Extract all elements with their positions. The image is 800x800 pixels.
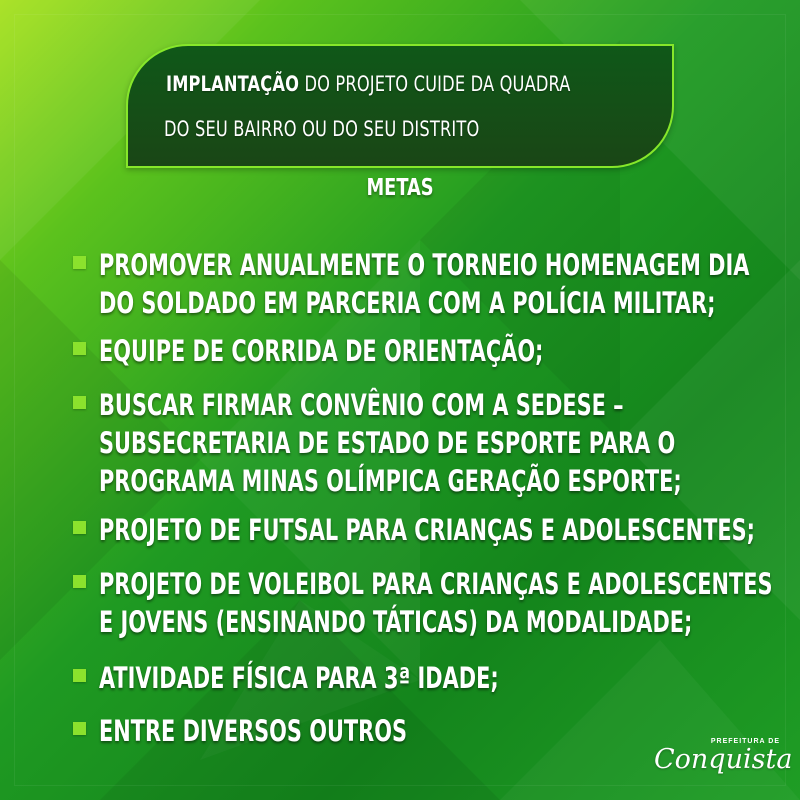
goal-line: PROMOVER ANUALMENTE O TORNEIO HOMENAGEM DIA <box>99 248 750 282</box>
square-bullet-icon <box>73 396 86 409</box>
header-line-2: DO SEU BAIRRO OU DO SEU DISTRITO <box>164 117 480 141</box>
square-bullet-icon <box>73 575 86 588</box>
goal-line: DO SOLDADO EM PARCERIA COM A POLÍCIA MILITAR; <box>99 286 716 320</box>
goal-line: E JOVENS (ENSINANDO TÁTICAS) DA MODALIDADE; <box>99 605 693 639</box>
square-bullet-icon <box>73 256 86 269</box>
goal-text <box>99 332 543 370</box>
goal-line: PROJETO DE VOLEIBOL PARA CRIANÇAS E ADOLESCENTES <box>99 567 773 601</box>
goal-line: PROGRAMA MINAS OLÍMPICA GERAÇÃO ESPORTE; <box>99 464 682 498</box>
goal-text <box>99 712 407 750</box>
logo-caption: PREFEITURA DE <box>710 738 780 745</box>
header-line-1-rest: DO PROJETO CUIDE DA QUADRA <box>299 72 571 96</box>
goal-text <box>99 511 755 549</box>
square-bullet-icon <box>73 669 86 682</box>
header-bold-word: IMPLANTAÇÃO <box>166 72 300 96</box>
square-bullet-icon <box>73 521 86 534</box>
goal-text <box>99 565 773 641</box>
goal-line: SUBSECRETARIA DE ESTADO DE ESPORTE PARA O <box>99 426 676 460</box>
goal-line: EQUIPE DE CORRIDA DE ORIENTAÇÃO; <box>99 334 544 368</box>
goal-text <box>99 659 499 697</box>
goal-line: ATIVIDADE FÍSICA PARA 3ª IDADE; <box>99 661 499 695</box>
goal-line: ENTRE DIVERSOS OUTROS <box>99 714 407 748</box>
section-title: METAS <box>366 175 434 201</box>
prefeitura-logo <box>654 738 793 780</box>
goal-line: BUSCAR FIRMAR CONVÊNIO COM A SEDESE – <box>99 388 624 422</box>
square-bullet-icon <box>73 342 86 355</box>
goal-line: PROJETO DE FUTSAL PARA CRIANÇAS E ADOLESCENTES; <box>99 513 756 547</box>
square-bullet-icon <box>73 722 86 735</box>
logo-wordmark: Conquista <box>654 744 793 775</box>
goal-text <box>99 246 749 322</box>
goal-text <box>99 386 682 500</box>
